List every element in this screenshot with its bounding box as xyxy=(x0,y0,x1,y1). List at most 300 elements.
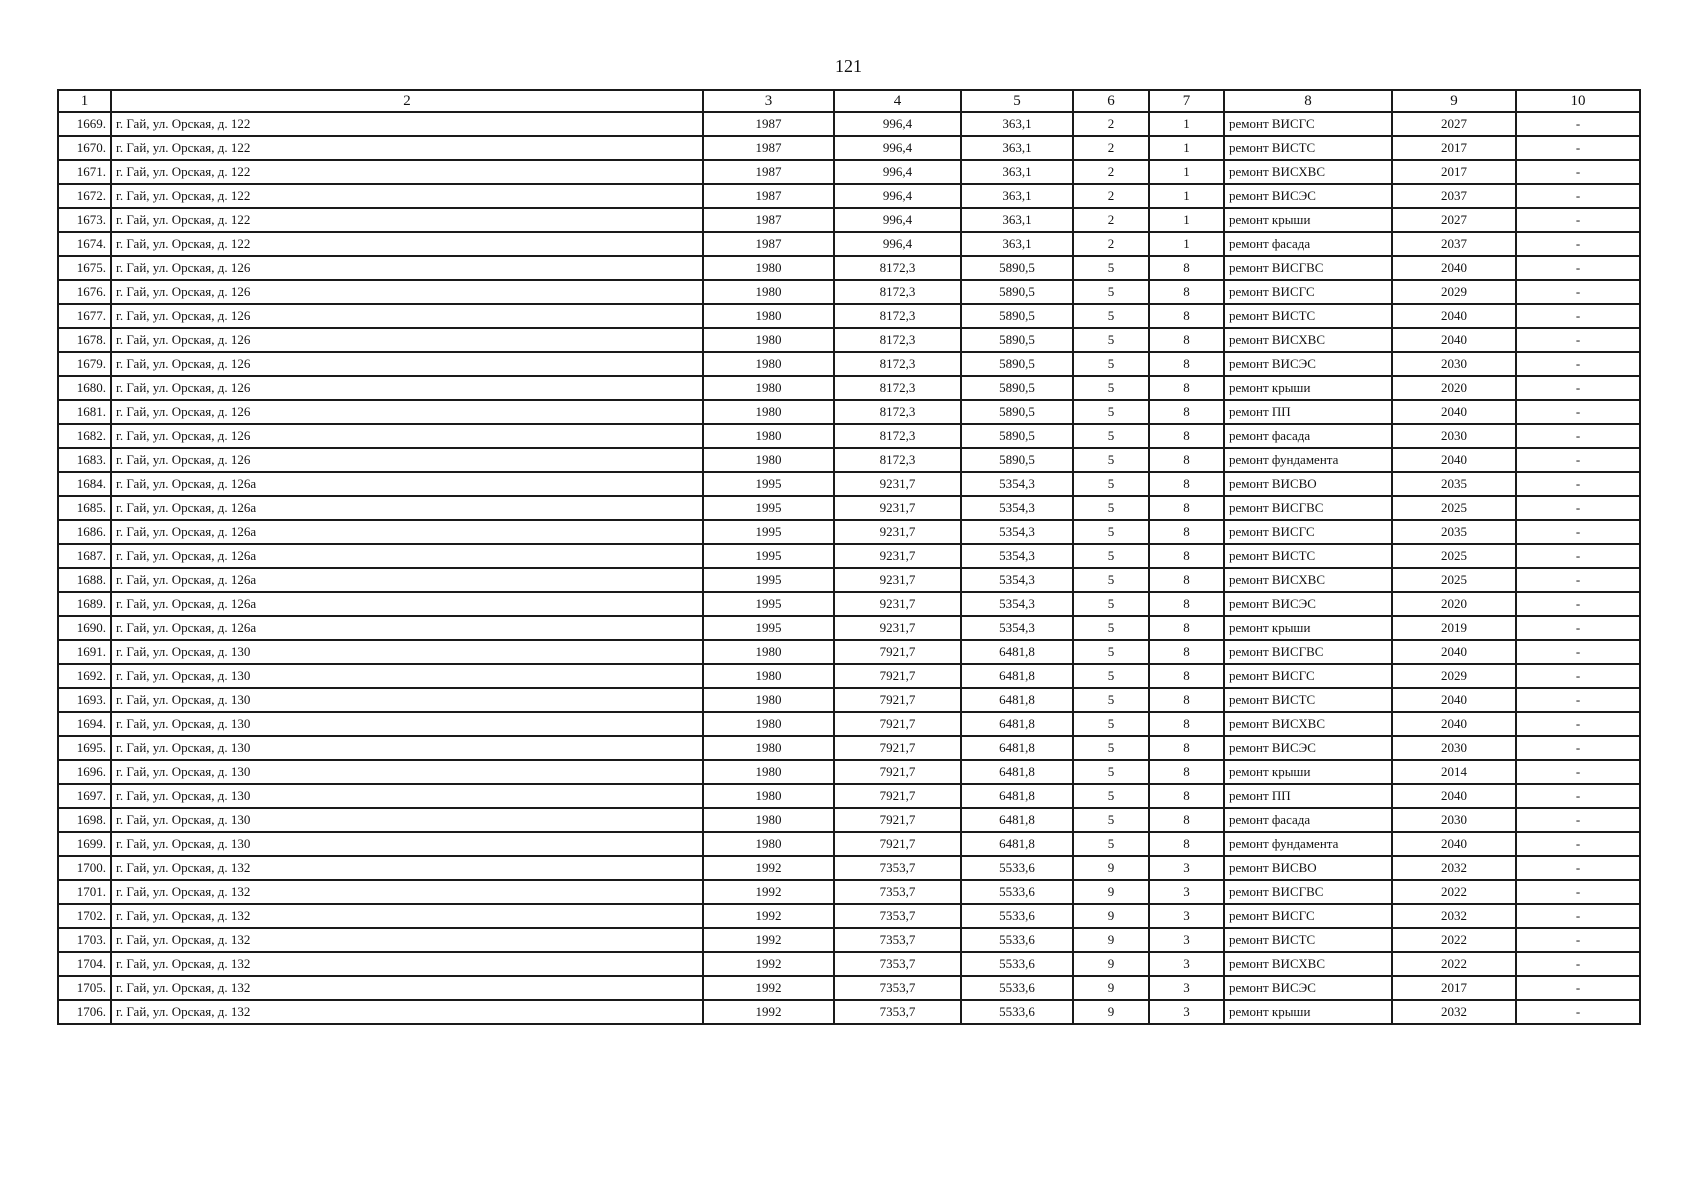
work-type-cell: ремонт ВИСЭС xyxy=(1224,976,1392,1000)
note-cell: - xyxy=(1516,136,1640,160)
row-number-cell: 1696. xyxy=(58,760,111,784)
year-built-cell: 1995 xyxy=(703,520,834,544)
entrances-cell: 8 xyxy=(1149,424,1224,448)
planned-year-cell: 2037 xyxy=(1392,232,1516,256)
row-number-cell: 1670. xyxy=(58,136,111,160)
table-row xyxy=(58,208,1640,232)
planned-year-cell: 2025 xyxy=(1392,496,1516,520)
planned-year-cell: 2040 xyxy=(1392,448,1516,472)
entrances-cell: 8 xyxy=(1149,280,1224,304)
note-cell: - xyxy=(1516,376,1640,400)
table-row xyxy=(58,880,1640,904)
entrances-cell: 1 xyxy=(1149,160,1224,184)
year-built-cell: 1980 xyxy=(703,664,834,688)
work-type-cell: ремонт ВИСГВС xyxy=(1224,880,1392,904)
entrances-cell: 8 xyxy=(1149,568,1224,592)
entrances-cell: 3 xyxy=(1149,952,1224,976)
address-cell: г. Гай, ул. Орская, д. 126 xyxy=(111,280,703,304)
row-number-cell: 1687. xyxy=(58,544,111,568)
column-header: 8 xyxy=(1224,90,1392,112)
note-cell: - xyxy=(1516,592,1640,616)
table-row xyxy=(58,400,1640,424)
table-row xyxy=(58,448,1640,472)
address-cell: г. Гай, ул. Орская, д. 126а xyxy=(111,496,703,520)
entrances-cell: 8 xyxy=(1149,256,1224,280)
work-type-cell: ремонт ВИСГС xyxy=(1224,664,1392,688)
entrances-cell: 8 xyxy=(1149,832,1224,856)
address-cell: г. Гай, ул. Орская, д. 122 xyxy=(111,184,703,208)
floors-cell: 9 xyxy=(1073,928,1149,952)
note-cell: - xyxy=(1516,904,1640,928)
entrances-cell: 8 xyxy=(1149,616,1224,640)
entrances-cell: 3 xyxy=(1149,904,1224,928)
address-cell: г. Гай, ул. Орская, д. 126 xyxy=(111,448,703,472)
table-row xyxy=(58,136,1640,160)
year-built-cell: 1980 xyxy=(703,256,834,280)
total-area-cell: 9231,7 xyxy=(834,544,961,568)
total-area-cell: 9231,7 xyxy=(834,472,961,496)
living-area-cell: 363,1 xyxy=(961,184,1073,208)
planned-year-cell: 2040 xyxy=(1392,712,1516,736)
year-built-cell: 1980 xyxy=(703,328,834,352)
total-area-cell: 996,4 xyxy=(834,232,961,256)
planned-year-cell: 2022 xyxy=(1392,928,1516,952)
floors-cell: 5 xyxy=(1073,496,1149,520)
entrances-cell: 1 xyxy=(1149,184,1224,208)
table-row xyxy=(58,160,1640,184)
table-row xyxy=(58,856,1640,880)
planned-year-cell: 2027 xyxy=(1392,112,1516,136)
note-cell: - xyxy=(1516,568,1640,592)
living-area-cell: 5890,5 xyxy=(961,352,1073,376)
living-area-cell: 6481,8 xyxy=(961,736,1073,760)
row-number-cell: 1691. xyxy=(58,640,111,664)
year-built-cell: 1992 xyxy=(703,952,834,976)
living-area-cell: 5354,3 xyxy=(961,520,1073,544)
table-row xyxy=(58,952,1640,976)
total-area-cell: 9231,7 xyxy=(834,520,961,544)
year-built-cell: 1987 xyxy=(703,184,834,208)
entrances-cell: 3 xyxy=(1149,976,1224,1000)
entrances-cell: 8 xyxy=(1149,448,1224,472)
floors-cell: 5 xyxy=(1073,832,1149,856)
note-cell: - xyxy=(1516,160,1640,184)
column-header: 10 xyxy=(1516,90,1640,112)
note-cell: - xyxy=(1516,448,1640,472)
total-area-cell: 7353,7 xyxy=(834,976,961,1000)
total-area-cell: 7353,7 xyxy=(834,856,961,880)
note-cell: - xyxy=(1516,256,1640,280)
planned-year-cell: 2035 xyxy=(1392,520,1516,544)
table-row xyxy=(58,760,1640,784)
year-built-cell: 1980 xyxy=(703,832,834,856)
note-cell: - xyxy=(1516,328,1640,352)
living-area-cell: 363,1 xyxy=(961,208,1073,232)
entrances-cell: 8 xyxy=(1149,472,1224,496)
address-cell: г. Гай, ул. Орская, д. 130 xyxy=(111,640,703,664)
planned-year-cell: 2030 xyxy=(1392,808,1516,832)
work-type-cell: ремонт ВИСХВС xyxy=(1224,568,1392,592)
year-built-cell: 1980 xyxy=(703,640,834,664)
table-row xyxy=(58,376,1640,400)
work-type-cell: ремонт ВИСГС xyxy=(1224,112,1392,136)
entrances-cell: 8 xyxy=(1149,736,1224,760)
column-header: 1 xyxy=(58,90,111,112)
total-area-cell: 8172,3 xyxy=(834,400,961,424)
work-type-cell: ремонт ВИСЭС xyxy=(1224,184,1392,208)
address-cell: г. Гай, ул. Орская, д. 126а xyxy=(111,616,703,640)
table-row xyxy=(58,640,1640,664)
total-area-cell: 7353,7 xyxy=(834,1000,961,1024)
note-cell: - xyxy=(1516,688,1640,712)
page-number: 121 xyxy=(835,56,862,76)
work-type-cell: ремонт ВИСГВС xyxy=(1224,256,1392,280)
work-type-cell: ремонт ПП xyxy=(1224,784,1392,808)
year-built-cell: 1992 xyxy=(703,856,834,880)
work-type-cell: ремонт ВИСГВС xyxy=(1224,640,1392,664)
row-number-cell: 1676. xyxy=(58,280,111,304)
work-type-cell: ремонт ВИСТС xyxy=(1224,928,1392,952)
floors-cell: 5 xyxy=(1073,736,1149,760)
note-cell: - xyxy=(1516,208,1640,232)
work-type-cell: ремонт фасада xyxy=(1224,424,1392,448)
year-built-cell: 1980 xyxy=(703,784,834,808)
living-area-cell: 5354,3 xyxy=(961,472,1073,496)
total-area-cell: 7921,7 xyxy=(834,640,961,664)
work-type-cell: ремонт ВИСГС xyxy=(1224,520,1392,544)
total-area-cell: 7921,7 xyxy=(834,784,961,808)
row-number-cell: 1678. xyxy=(58,328,111,352)
planned-year-cell: 2017 xyxy=(1392,160,1516,184)
year-built-cell: 1992 xyxy=(703,904,834,928)
table-row xyxy=(58,688,1640,712)
living-area-cell: 363,1 xyxy=(961,112,1073,136)
year-built-cell: 1987 xyxy=(703,208,834,232)
planned-year-cell: 2017 xyxy=(1392,976,1516,1000)
total-area-cell: 9231,7 xyxy=(834,616,961,640)
row-number-cell: 1686. xyxy=(58,520,111,544)
address-cell: г. Гай, ул. Орская, д. 126 xyxy=(111,304,703,328)
total-area-cell: 7921,7 xyxy=(834,736,961,760)
floors-cell: 5 xyxy=(1073,472,1149,496)
floors-cell: 2 xyxy=(1073,208,1149,232)
address-cell: г. Гай, ул. Орская, д. 126 xyxy=(111,424,703,448)
note-cell: - xyxy=(1516,616,1640,640)
address-cell: г. Гай, ул. Орская, д. 130 xyxy=(111,712,703,736)
table-row xyxy=(58,784,1640,808)
row-number-cell: 1673. xyxy=(58,208,111,232)
entrances-cell: 3 xyxy=(1149,1000,1224,1024)
entrances-cell: 8 xyxy=(1149,760,1224,784)
living-area-cell: 6481,8 xyxy=(961,712,1073,736)
table-row xyxy=(58,568,1640,592)
planned-year-cell: 2029 xyxy=(1392,664,1516,688)
row-number-cell: 1698. xyxy=(58,808,111,832)
floors-cell: 5 xyxy=(1073,640,1149,664)
table-row xyxy=(58,328,1640,352)
total-area-cell: 7921,7 xyxy=(834,760,961,784)
note-cell: - xyxy=(1516,976,1640,1000)
note-cell: - xyxy=(1516,112,1640,136)
address-cell: г. Гай, ул. Орская, д. 122 xyxy=(111,208,703,232)
total-area-cell: 9231,7 xyxy=(834,568,961,592)
address-cell: г. Гай, ул. Орская, д. 122 xyxy=(111,232,703,256)
floors-cell: 5 xyxy=(1073,664,1149,688)
total-area-cell: 996,4 xyxy=(834,184,961,208)
entrances-cell: 8 xyxy=(1149,784,1224,808)
row-number-cell: 1704. xyxy=(58,952,111,976)
floors-cell: 2 xyxy=(1073,184,1149,208)
address-cell: г. Гай, ул. Орская, д. 130 xyxy=(111,808,703,832)
planned-year-cell: 2030 xyxy=(1392,424,1516,448)
row-number-cell: 1700. xyxy=(58,856,111,880)
living-area-cell: 5354,3 xyxy=(961,496,1073,520)
year-built-cell: 1992 xyxy=(703,928,834,952)
work-type-cell: ремонт ВИСХВС xyxy=(1224,160,1392,184)
row-number-cell: 1682. xyxy=(58,424,111,448)
living-area-cell: 5354,3 xyxy=(961,568,1073,592)
address-cell: г. Гай, ул. Орская, д. 126 xyxy=(111,256,703,280)
row-number-cell: 1701. xyxy=(58,880,111,904)
total-area-cell: 996,4 xyxy=(834,136,961,160)
total-area-cell: 7921,7 xyxy=(834,664,961,688)
living-area-cell: 5533,6 xyxy=(961,880,1073,904)
living-area-cell: 5890,5 xyxy=(961,328,1073,352)
floors-cell: 2 xyxy=(1073,112,1149,136)
floors-cell: 5 xyxy=(1073,544,1149,568)
table-row xyxy=(58,664,1640,688)
entrances-cell: 8 xyxy=(1149,328,1224,352)
table-header-row xyxy=(58,90,1640,112)
work-type-cell: ремонт ВИСХВС xyxy=(1224,712,1392,736)
address-cell: г. Гай, ул. Орская, д. 126 xyxy=(111,328,703,352)
table-row xyxy=(58,112,1640,136)
column-header: 2 xyxy=(111,90,703,112)
entrances-cell: 8 xyxy=(1149,712,1224,736)
year-built-cell: 1987 xyxy=(703,160,834,184)
floors-cell: 5 xyxy=(1073,256,1149,280)
year-built-cell: 1980 xyxy=(703,280,834,304)
table-row xyxy=(58,352,1640,376)
total-area-cell: 7921,7 xyxy=(834,808,961,832)
note-cell: - xyxy=(1516,472,1640,496)
living-area-cell: 5890,5 xyxy=(961,448,1073,472)
repair-schedule-table xyxy=(57,89,1641,1025)
row-number-cell: 1689. xyxy=(58,592,111,616)
address-cell: г. Гай, ул. Орская, д. 126а xyxy=(111,520,703,544)
note-cell: - xyxy=(1516,304,1640,328)
note-cell: - xyxy=(1516,952,1640,976)
work-type-cell: ремонт фасада xyxy=(1224,232,1392,256)
row-number-cell: 1685. xyxy=(58,496,111,520)
floors-cell: 9 xyxy=(1073,976,1149,1000)
floors-cell: 5 xyxy=(1073,424,1149,448)
year-built-cell: 1980 xyxy=(703,688,834,712)
planned-year-cell: 2025 xyxy=(1392,544,1516,568)
work-type-cell: ремонт ВИСТС xyxy=(1224,304,1392,328)
year-built-cell: 1987 xyxy=(703,112,834,136)
total-area-cell: 8172,3 xyxy=(834,328,961,352)
floors-cell: 5 xyxy=(1073,592,1149,616)
table-row xyxy=(58,736,1640,760)
address-cell: г. Гай, ул. Орская, д. 132 xyxy=(111,976,703,1000)
total-area-cell: 996,4 xyxy=(834,208,961,232)
total-area-cell: 8172,3 xyxy=(834,256,961,280)
note-cell: - xyxy=(1516,712,1640,736)
note-cell: - xyxy=(1516,808,1640,832)
total-area-cell: 8172,3 xyxy=(834,448,961,472)
row-number-cell: 1702. xyxy=(58,904,111,928)
address-cell: г. Гай, ул. Орская, д. 132 xyxy=(111,904,703,928)
table-row xyxy=(58,544,1640,568)
work-type-cell: ремонт ВИСТС xyxy=(1224,688,1392,712)
work-type-cell: ремонт крыши xyxy=(1224,616,1392,640)
column-header: 6 xyxy=(1073,90,1149,112)
table-row xyxy=(58,928,1640,952)
floors-cell: 5 xyxy=(1073,328,1149,352)
year-built-cell: 1980 xyxy=(703,400,834,424)
planned-year-cell: 2022 xyxy=(1392,880,1516,904)
entrances-cell: 8 xyxy=(1149,520,1224,544)
work-type-cell: ремонт крыши xyxy=(1224,1000,1392,1024)
row-number-cell: 1669. xyxy=(58,112,111,136)
year-built-cell: 1995 xyxy=(703,616,834,640)
floors-cell: 5 xyxy=(1073,376,1149,400)
year-built-cell: 1992 xyxy=(703,880,834,904)
living-area-cell: 5354,3 xyxy=(961,616,1073,640)
living-area-cell: 5890,5 xyxy=(961,376,1073,400)
work-type-cell: ремонт ВИСВО xyxy=(1224,472,1392,496)
table-row xyxy=(58,304,1640,328)
entrances-cell: 3 xyxy=(1149,928,1224,952)
living-area-cell: 363,1 xyxy=(961,160,1073,184)
floors-cell: 5 xyxy=(1073,400,1149,424)
column-header: 3 xyxy=(703,90,834,112)
note-cell: - xyxy=(1516,784,1640,808)
work-type-cell: ремонт крыши xyxy=(1224,760,1392,784)
total-area-cell: 7921,7 xyxy=(834,712,961,736)
living-area-cell: 6481,8 xyxy=(961,808,1073,832)
planned-year-cell: 2020 xyxy=(1392,592,1516,616)
work-type-cell: ремонт крыши xyxy=(1224,376,1392,400)
entrances-cell: 1 xyxy=(1149,136,1224,160)
column-header: 5 xyxy=(961,90,1073,112)
table-row xyxy=(58,808,1640,832)
year-built-cell: 1995 xyxy=(703,568,834,592)
planned-year-cell: 2040 xyxy=(1392,832,1516,856)
planned-year-cell: 2040 xyxy=(1392,640,1516,664)
planned-year-cell: 2040 xyxy=(1392,256,1516,280)
address-cell: г. Гай, ул. Орская, д. 130 xyxy=(111,784,703,808)
floors-cell: 2 xyxy=(1073,160,1149,184)
planned-year-cell: 2022 xyxy=(1392,952,1516,976)
total-area-cell: 8172,3 xyxy=(834,424,961,448)
note-cell: - xyxy=(1516,184,1640,208)
note-cell: - xyxy=(1516,664,1640,688)
entrances-cell: 8 xyxy=(1149,808,1224,832)
table-row xyxy=(58,1000,1640,1024)
entrances-cell: 8 xyxy=(1149,400,1224,424)
row-number-cell: 1703. xyxy=(58,928,111,952)
living-area-cell: 6481,8 xyxy=(961,760,1073,784)
planned-year-cell: 2037 xyxy=(1392,184,1516,208)
entrances-cell: 8 xyxy=(1149,640,1224,664)
note-cell: - xyxy=(1516,1000,1640,1024)
floors-cell: 5 xyxy=(1073,448,1149,472)
table-row xyxy=(58,592,1640,616)
planned-year-cell: 2040 xyxy=(1392,688,1516,712)
note-cell: - xyxy=(1516,856,1640,880)
year-built-cell: 1980 xyxy=(703,448,834,472)
table-row xyxy=(58,280,1640,304)
floors-cell: 5 xyxy=(1073,616,1149,640)
living-area-cell: 6481,8 xyxy=(961,664,1073,688)
note-cell: - xyxy=(1516,400,1640,424)
planned-year-cell: 2017 xyxy=(1392,136,1516,160)
address-cell: г. Гай, ул. Орская, д. 132 xyxy=(111,1000,703,1024)
row-number-cell: 1705. xyxy=(58,976,111,1000)
column-header: 7 xyxy=(1149,90,1224,112)
row-number-cell: 1690. xyxy=(58,616,111,640)
planned-year-cell: 2030 xyxy=(1392,352,1516,376)
total-area-cell: 8172,3 xyxy=(834,352,961,376)
floors-cell: 5 xyxy=(1073,712,1149,736)
entrances-cell: 1 xyxy=(1149,232,1224,256)
year-built-cell: 1980 xyxy=(703,808,834,832)
note-cell: - xyxy=(1516,520,1640,544)
living-area-cell: 5890,5 xyxy=(961,400,1073,424)
planned-year-cell: 2040 xyxy=(1392,784,1516,808)
floors-cell: 5 xyxy=(1073,784,1149,808)
planned-year-cell: 2025 xyxy=(1392,568,1516,592)
living-area-cell: 6481,8 xyxy=(961,688,1073,712)
floors-cell: 2 xyxy=(1073,136,1149,160)
planned-year-cell: 2032 xyxy=(1392,904,1516,928)
year-built-cell: 1980 xyxy=(703,376,834,400)
living-area-cell: 5354,3 xyxy=(961,544,1073,568)
living-area-cell: 6481,8 xyxy=(961,640,1073,664)
note-cell: - xyxy=(1516,760,1640,784)
planned-year-cell: 2040 xyxy=(1392,400,1516,424)
row-number-cell: 1684. xyxy=(58,472,111,496)
entrances-cell: 8 xyxy=(1149,664,1224,688)
work-type-cell: ремонт ВИСХВС xyxy=(1224,952,1392,976)
note-cell: - xyxy=(1516,832,1640,856)
year-built-cell: 1992 xyxy=(703,1000,834,1024)
table-row xyxy=(58,232,1640,256)
table-row xyxy=(58,616,1640,640)
work-type-cell: ремонт фундамента xyxy=(1224,448,1392,472)
address-cell: г. Гай, ул. Орская, д. 130 xyxy=(111,736,703,760)
planned-year-cell: 2032 xyxy=(1392,1000,1516,1024)
row-number-cell: 1695. xyxy=(58,736,111,760)
note-cell: - xyxy=(1516,928,1640,952)
work-type-cell: ремонт фундамента xyxy=(1224,832,1392,856)
total-area-cell: 8172,3 xyxy=(834,304,961,328)
total-area-cell: 9231,7 xyxy=(834,496,961,520)
table-row xyxy=(58,472,1640,496)
address-cell: г. Гай, ул. Орская, д. 126а xyxy=(111,472,703,496)
planned-year-cell: 2014 xyxy=(1392,760,1516,784)
address-cell: г. Гай, ул. Орская, д. 130 xyxy=(111,832,703,856)
floors-cell: 5 xyxy=(1073,520,1149,544)
living-area-cell: 6481,8 xyxy=(961,784,1073,808)
floors-cell: 9 xyxy=(1073,856,1149,880)
note-cell: - xyxy=(1516,496,1640,520)
table-row xyxy=(58,184,1640,208)
floors-cell: 5 xyxy=(1073,304,1149,328)
year-built-cell: 1980 xyxy=(703,304,834,328)
